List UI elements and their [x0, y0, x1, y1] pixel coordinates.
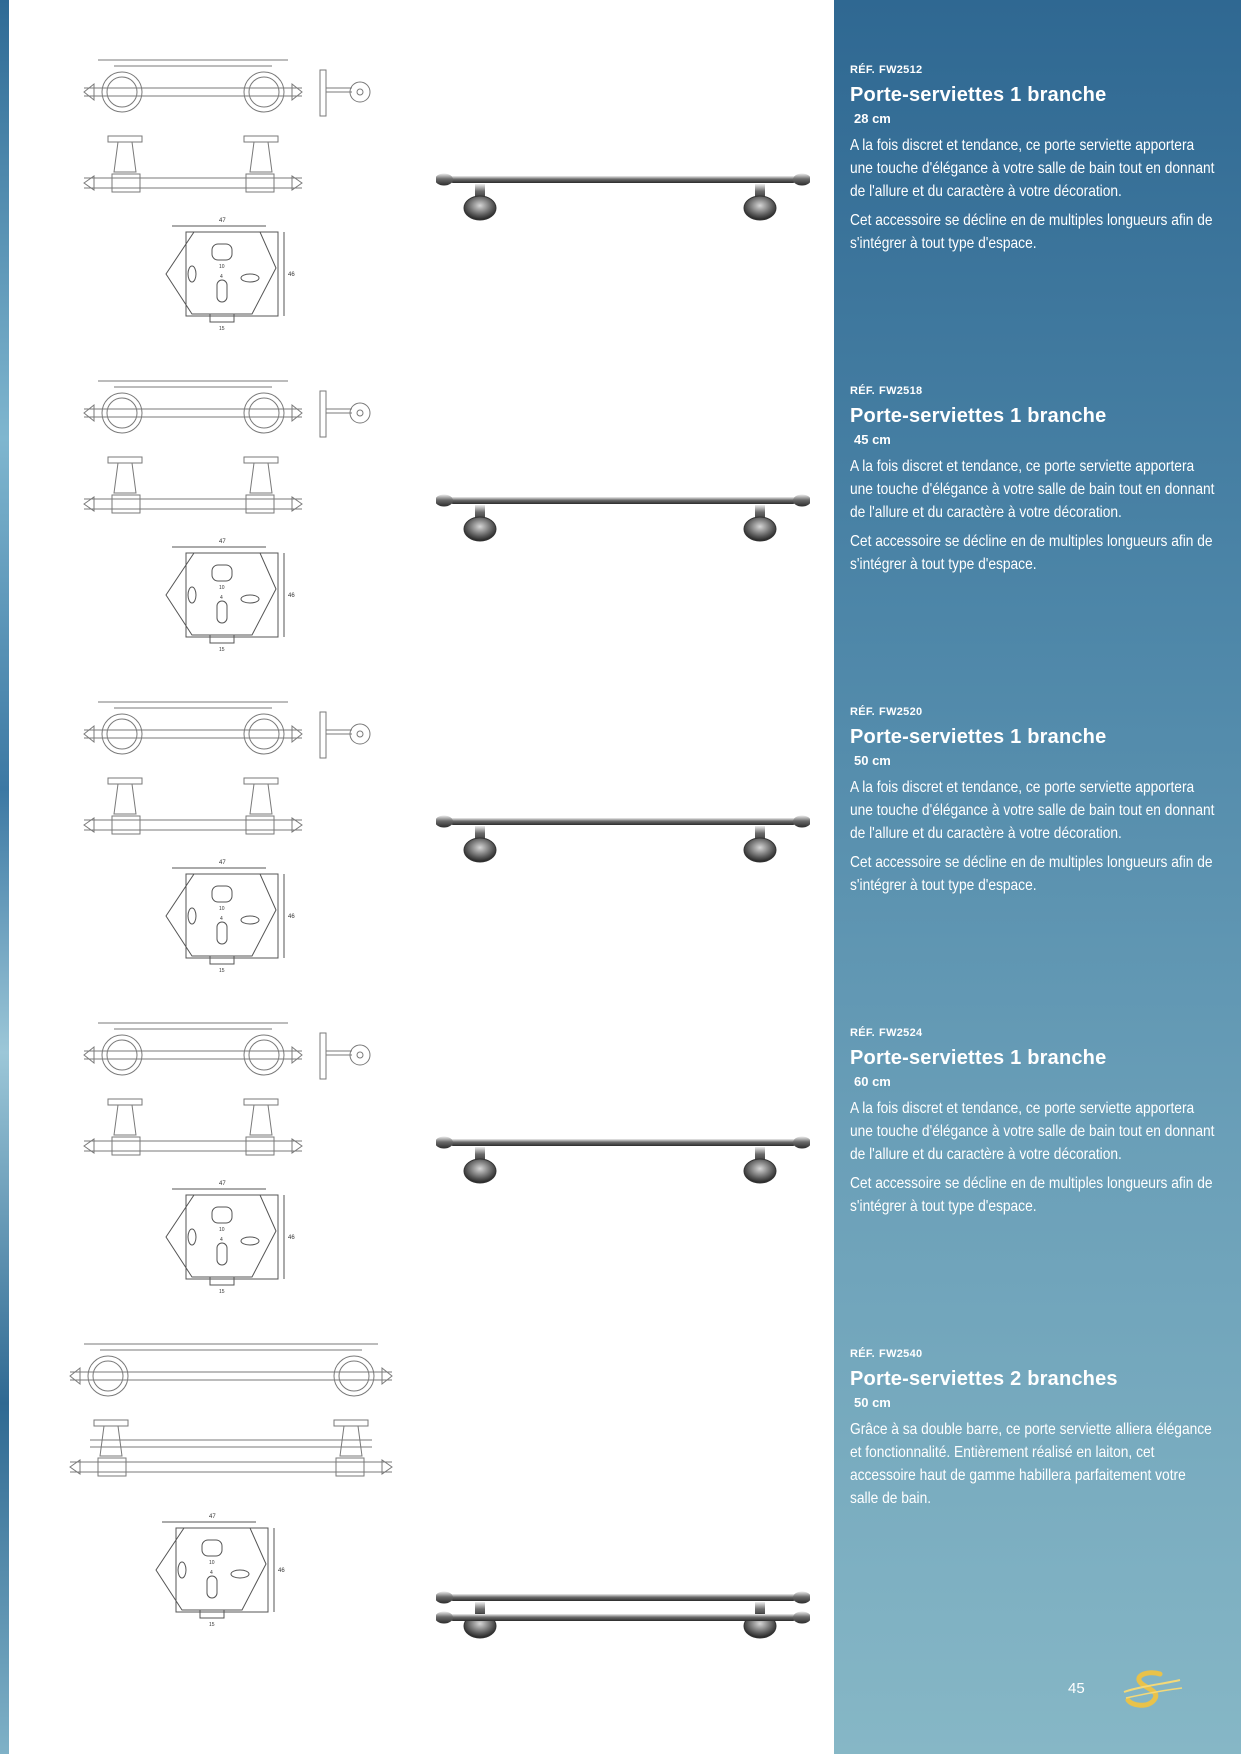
product-description	[850, 1418, 1216, 1510]
description-paragraph: Grâce à sa double barre, ce porte serviette alliera élégance et fonctionnalité. Entièrement réalisé en laiton, cet accessoire haut de gamme habillera parfaitement votre salle de bain.	[850, 1421, 1212, 1507]
product-reference	[850, 706, 1220, 722]
product-size: 50 cm	[854, 753, 891, 768]
product-photo	[436, 1133, 810, 1193]
reference-label: RÉF.	[850, 706, 876, 718]
description-paragraph: A la fois discret et tendance, ce porte serviette apportera une touche d'élégance à votre salle de bain tout en donnant de l'allure et du caractère à votre décoration.	[850, 1100, 1215, 1163]
dim-base: 15	[219, 647, 225, 653]
product-photo	[436, 170, 810, 230]
dim-base: 15	[219, 1289, 225, 1295]
reference-code: FW2512	[879, 64, 923, 76]
drawing-top-view	[84, 1023, 370, 1079]
drawing-plate-view	[156, 1522, 274, 1618]
product-photo	[436, 812, 810, 872]
drawing-side-view	[84, 136, 302, 192]
dim-base: 15	[209, 1622, 215, 1628]
product-info	[850, 385, 1220, 582]
technical-drawing	[62, 56, 402, 356]
reference-label: RÉF.	[850, 385, 876, 397]
description-paragraph: A la fois discret et tendance, ce porte serviette apportera une touche d'élégance à votre salle de bain tout en donnant de l'allure et du caractère à votre décoration.	[850, 458, 1215, 521]
product-size: 45 cm	[854, 432, 891, 447]
product-size: 60 cm	[854, 1074, 891, 1089]
reference-code: FW2520	[879, 706, 923, 718]
dim-width: 47	[209, 1514, 216, 1520]
product-photo	[436, 1588, 810, 1648]
description-paragraph: A la fois discret et tendance, ce porte serviette apportera une touche d'élégance à votre salle de bain tout en donnant de l'allure et du caractère à votre décoration.	[850, 779, 1215, 842]
product-info	[850, 1348, 1220, 1516]
drawing-side-view	[70, 1420, 392, 1476]
dim-height: 46	[288, 914, 295, 920]
reference-code: FW2518	[879, 385, 923, 397]
drawing-plate-view	[166, 547, 284, 643]
dim-width: 47	[219, 218, 226, 224]
page-number: 45	[1068, 1680, 1085, 1697]
dim-hole: 10	[219, 264, 225, 270]
drawing-plate-view	[166, 1189, 284, 1285]
drawing-top-view	[84, 702, 370, 758]
reference-label: RÉF.	[850, 64, 876, 76]
product-reference	[850, 1348, 1220, 1364]
reference-label: RÉF.	[850, 1348, 876, 1360]
dim-hole: 10	[219, 906, 225, 912]
dim-height: 46	[278, 1568, 285, 1574]
product-description	[850, 776, 1216, 897]
description-paragraph: Cet accessoire se décline en de multiples longueurs afin de s'intégrer à tout type d'espace.	[850, 533, 1213, 573]
dim-base: 15	[219, 968, 225, 974]
product-title: Porte-serviettes 1 branche	[850, 726, 1107, 748]
left-decorative-strip	[0, 0, 9, 1754]
technical-drawing	[62, 1340, 402, 1640]
product-info	[850, 706, 1220, 903]
product-reference	[850, 64, 1220, 80]
drawing-top-view	[84, 381, 370, 437]
dim-width: 47	[219, 1181, 226, 1187]
product-title: Porte-serviettes 2 branches	[850, 1368, 1118, 1390]
dim-height: 46	[288, 272, 295, 278]
drawing-plate-view	[166, 868, 284, 964]
ornate-s-logo	[1120, 1668, 1184, 1712]
dim-small: 4	[220, 274, 223, 280]
product-title: Porte-serviettes 1 branche	[850, 84, 1107, 106]
product-title: Porte-serviettes 1 branche	[850, 1047, 1107, 1069]
dim-width: 47	[219, 539, 226, 545]
technical-drawing	[62, 377, 402, 677]
dim-height: 46	[288, 593, 295, 599]
product-description	[850, 1097, 1216, 1218]
drawing-top-view	[70, 1344, 392, 1396]
dim-hole: 10	[209, 1560, 215, 1566]
product-size: 28 cm	[854, 111, 891, 126]
reference-label: RÉF.	[850, 1027, 876, 1039]
reference-code: FW2540	[879, 1348, 923, 1360]
product-size: 50 cm	[854, 1395, 891, 1410]
drawing-side-view	[84, 1099, 302, 1155]
product-description	[850, 455, 1216, 576]
description-paragraph: A la fois discret et tendance, ce porte serviette apportera une touche d'élégance à votre salle de bain tout en donnant de l'allure et du caractère à votre décoration.	[850, 137, 1215, 200]
drawing-side-view	[84, 457, 302, 513]
drawing-plate-view	[166, 226, 284, 322]
description-paragraph: Cet accessoire se décline en de multiples longueurs afin de s'intégrer à tout type d'espace.	[850, 212, 1213, 252]
description-paragraph: Cet accessoire se décline en de multiples longueurs afin de s'intégrer à tout type d'espace.	[850, 854, 1213, 894]
dim-small: 4	[220, 1237, 223, 1243]
product-info	[850, 64, 1220, 261]
product-reference	[850, 385, 1220, 401]
dim-small: 4	[210, 1570, 213, 1576]
technical-drawing	[62, 1019, 402, 1319]
dim-base: 15	[219, 326, 225, 332]
reference-code: FW2524	[879, 1027, 923, 1039]
dim-width: 47	[219, 860, 226, 866]
product-title: Porte-serviettes 1 branche	[850, 405, 1107, 427]
dim-height: 46	[288, 1235, 295, 1241]
dim-hole: 10	[219, 585, 225, 591]
product-photo	[436, 491, 810, 551]
drawing-top-view	[84, 60, 370, 116]
dim-small: 4	[220, 916, 223, 922]
product-info	[850, 1027, 1220, 1224]
dim-hole: 10	[219, 1227, 225, 1233]
technical-drawing	[62, 698, 402, 998]
product-reference	[850, 1027, 1220, 1043]
dim-small: 4	[220, 595, 223, 601]
product-description	[850, 134, 1216, 255]
description-paragraph: Cet accessoire se décline en de multiples longueurs afin de s'intégrer à tout type d'espace.	[850, 1175, 1213, 1215]
drawing-side-view	[84, 778, 302, 834]
